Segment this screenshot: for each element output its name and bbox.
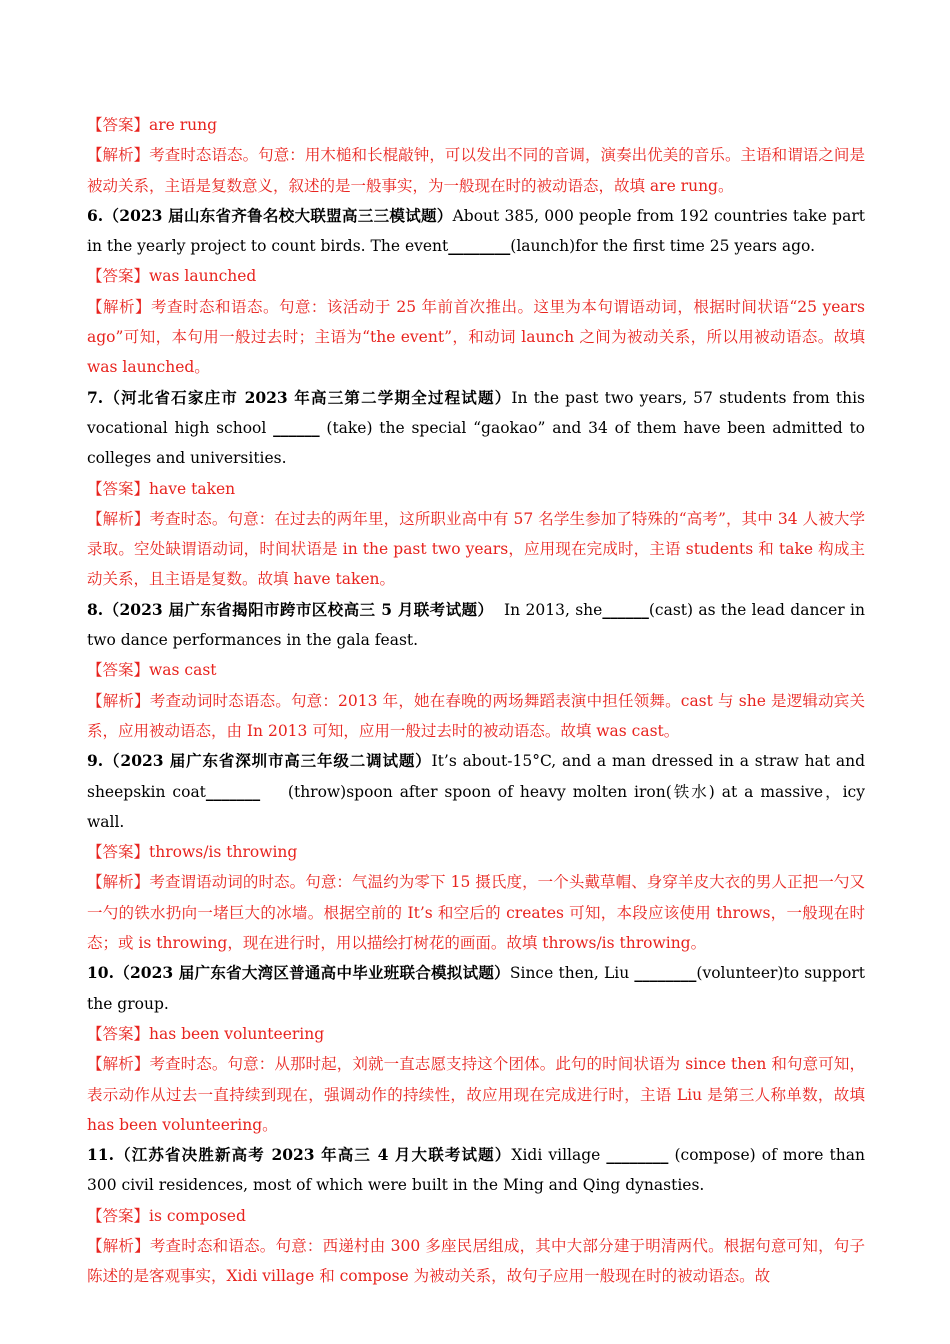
answer-line: 【答案】was cast — [87, 661, 217, 680]
answer-line: 【答案】have taken — [87, 479, 236, 498]
answer-text: has been volunteering — [149, 1024, 325, 1043]
fill-blank: ______ — [602, 599, 649, 619]
answer-line: 【答案】is composed — [87, 1206, 246, 1225]
question-9: 9.（2023 届广东省深圳市高三年级二调试题）It’s about-15°C, and a man dressed in a straw hat and sheepskin coat_______ (throw)spoon after spoon of heavy molten iron(铁水) at a massive，icy wall. — [87, 751, 870, 831]
question-source: （河北省石家庄市 2023 年高三第二学期全过程试题） — [103, 387, 512, 407]
fill-blank: ________ — [448, 236, 511, 256]
answer-text: is composed — [149, 1206, 246, 1225]
question-source: （2023 届广东省大湾区普通高中毕业班联合模拟试题） — [113, 963, 510, 983]
answer-line: 【答案】are rung — [87, 116, 218, 134]
question-number: 11. — [87, 1145, 114, 1165]
question-number: 8. — [87, 599, 104, 619]
answer-text: was launched — [149, 267, 257, 286]
question-6: 6.（2023 届山东省齐鲁名校大联盟高三三模试题）About 385, 000 people from 192 countries take part in the yearly project to count birds. The event________(launch)for the first time 25 years ago. — [87, 205, 865, 256]
answer-text: have taken — [149, 479, 236, 498]
question-source: （2023 届山东省齐鲁名校大联盟高三三模试题） — [103, 205, 453, 225]
document-page — [87, 110, 870, 1292]
question-7: 7.（河北省石家庄市 2023 年高三第二学期全过程试题）In the past two years, 57 students from this vocational high school ______ (take) the special “gaokao” and 34 of them have been admitted to colleges and universities. — [87, 387, 865, 468]
analysis-paragraph: 【解析】考查谓语动词的时态。句意：气温约为零下 15 摄氏度，一个头戴草帽、身穿羊皮大衣的男人正把一勺又一勺的铁水扔向一堵巨大的冰墙。根据空前的 It’s 和空后的 creates 可知，本段应该使用 throws，一般现在时态；或 is throwing，现在进行时，用以描绘打树花的画面。故填 throws/is throwing。 — [87, 873, 865, 953]
answer-line: 【答案】throws/is throwing — [87, 843, 298, 862]
question-source: （2023 届广东省揭阳市跨市区校高三 5 月联考试题） — [103, 599, 494, 619]
question-source: （2023 届广东省深圳市高三年级二调试题） — [103, 751, 432, 771]
analysis-paragraph: 【解析】考查时态和语态。句意：西递村由 300 多座民居组成，其中大部分建于明清两代。根据句意可知，句子陈述的是客观事实，Xidi village 和 compose 为被动关系，故句子应用一般现在时的被动语态。故 — [87, 1236, 865, 1286]
question-8: 8.（2023 届广东省揭阳市跨市区校高三 5 月联考试题） In 2013, she______(cast) as the lead dancer in two dance performances in the gala feast. — [87, 599, 865, 650]
answer-text: throws/is throwing — [149, 843, 298, 862]
fill-blank: _______ — [205, 781, 261, 801]
answer-text: was cast — [149, 661, 217, 680]
question-source: （江苏省决胜新高考 2023 年高三 4 月大联考试题） — [113, 1145, 512, 1165]
analysis-paragraph: 【解析】考查时态。句意：从那时起，刘就一直志愿支持这个团体。此句的时间状语为 since then 和句意可知，表示动作从过去一直持续到现在，强调动作的持续性，故应用现在完成进行时，主语 Liu 是第三人称单数，故填 has been volunteering。 — [87, 1055, 865, 1134]
fill-blank: ________ — [634, 963, 697, 983]
analysis-paragraph: 【解析】考查时态语态。句意：用木槌和长棍敲钟，可以发出不同的音调，演奏出优美的音乐。主语和谓语之间是被动关系，主语是复数意义，叙述的是一般事实，为一般现在时的被动语态，故填 are rung。 — [87, 146, 865, 195]
answer-text: are rung — [149, 116, 218, 134]
answer-line: 【答案】was launched — [87, 267, 257, 286]
analysis-paragraph: 【解析】考查动词时态语态。句意：2013 年，她在春晚的两场舞蹈表演中担任领舞。cast 与 she 是逻辑动宾关系，应用被动语态，由 In 2013 可知，应用一般过去时的被动语态。故填 was cast。 — [87, 691, 865, 740]
question-number: 7. — [87, 387, 104, 407]
answer-line: 【答案】has been volunteering — [87, 1024, 325, 1043]
question-11: 11.（江苏省决胜新高考 2023 年高三 4 月大联考试题）Xidi village ________ (compose) of more than 300 civil residences, most of which were built in the Ming and Qing dynasties. — [87, 1145, 865, 1195]
fill-blank: ________ — [606, 1145, 669, 1165]
analysis-paragraph: 【解析】考查时态和语态。句意：该活动于 25 年前首次推出。这里为本句谓语动词，根据时间状语“25 years ago”可知，本句用一般过去时；主语为“the event”，和动词 launch 之间为被动关系，所以用被动语态。故填 was launched。 — [87, 297, 865, 377]
question-number: 9. — [87, 751, 104, 771]
analysis-paragraph: 【解析】考查时态。句意：在过去的两年里，这所职业高中有 57 名学生参加了特殊的“高考”，其中 34 人被大学录取。空处缺谓语动词，时间状语是 in the past two years，应用现在完成时，主语 students 和 take 构成主动关系，且主语是复数。故填 have taken。 — [87, 509, 865, 589]
question-number: 10. — [87, 963, 114, 983]
fill-blank: ______ — [273, 417, 320, 437]
question-10: 10.（2023 届广东省大湾区普通高中毕业班联合模拟试题）Since then, Liu ________(volunteer)to support the group. — [87, 963, 865, 1013]
question-number: 6. — [87, 205, 104, 225]
